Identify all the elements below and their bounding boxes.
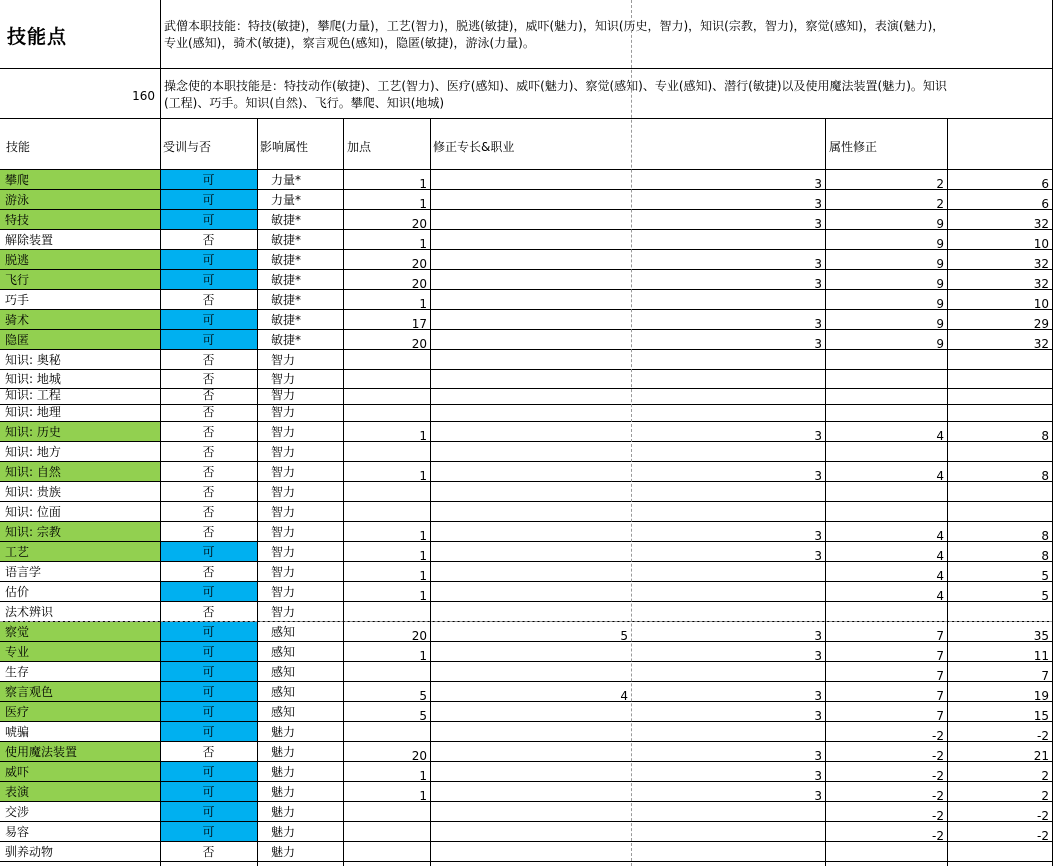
table-row [0, 522, 1056, 542]
points-cell[interactable]: 20 [411, 217, 427, 231]
skill-total[interactable]: 21 [1033, 749, 1049, 763]
attribute[interactable]: 智力 [271, 545, 296, 559]
header-points[interactable]: 加点 [347, 140, 372, 154]
skill-name[interactable]: 游泳 [0, 190, 160, 210]
class-modifier[interactable]: 3 [814, 317, 822, 331]
row-divider [0, 329, 1052, 330]
points-cell[interactable]: 1 [419, 529, 427, 543]
table-row [0, 742, 1056, 762]
class-modifier[interactable] [631, 846, 825, 866]
attribute[interactable]: 敏捷* [271, 293, 302, 307]
attribute[interactable]: 智力 [271, 605, 296, 619]
skill-name[interactable]: 威吓 [0, 762, 160, 782]
trained-flag[interactable]: 否 [202, 745, 215, 759]
trained-flag[interactable]: 可 [160, 662, 257, 682]
trained-flag[interactable]: 否 [202, 445, 215, 459]
table-row [0, 502, 1056, 522]
row-divider [0, 209, 1052, 210]
row-divider [0, 761, 1052, 762]
attribute[interactable]: 感知 [271, 645, 296, 659]
skill-total[interactable]: 7 [1041, 669, 1049, 683]
points-cell[interactable]: 1 [419, 469, 427, 483]
skill-name[interactable]: 交涉 [5, 805, 30, 819]
table-row [0, 170, 1056, 190]
kineticist-class-skills-text[interactable]: 操念使的本职技能是：特技动作(敏捷)、工艺(智力)、医疗(感知)、威吓(魅力)、察觉(感知)、专业(感知)、潜行(敏捷)以及使用魔法装置(魅力)。知识 (工程)、巧手。知识(自然)、飞行。攀爬、知识(地城) [164, 79, 947, 110]
skill-total[interactable]: 11 [1033, 649, 1049, 663]
skill-points-total[interactable]: 160 [132, 89, 155, 103]
attribute-modifier[interactable]: 9 [936, 317, 944, 331]
skill-name[interactable]: 知识: 历史 [0, 422, 160, 442]
attribute[interactable]: 敏捷* [271, 313, 302, 327]
points-cell[interactable]: 20 [411, 337, 427, 351]
header-modifier-feat-class[interactable]: 修正专长&职业 [433, 140, 515, 154]
attribute[interactable]: 魅力 [271, 765, 296, 779]
points-cell[interactable]: 1 [419, 649, 427, 663]
attribute-modifier[interactable]: 4 [936, 569, 944, 583]
attribute[interactable]: 智力 [271, 505, 296, 519]
attribute-modifier[interactable]: 9 [936, 277, 944, 291]
class-modifier[interactable]: 3 [814, 277, 822, 291]
trained-flag[interactable]: 否 [202, 353, 215, 367]
row-divider [0, 461, 1052, 462]
attribute[interactable]: 智力 [271, 388, 296, 402]
points-cell[interactable]: 20 [411, 749, 427, 763]
skill-total[interactable] [947, 846, 1052, 866]
skill-total[interactable]: -2 [1037, 729, 1049, 743]
skill-name[interactable]: 骑术 [0, 310, 160, 330]
table-row [0, 802, 1056, 822]
table-row [0, 722, 1056, 742]
trained-flag[interactable]: 可 [160, 722, 257, 742]
skill-name[interactable]: 飞行 [0, 270, 160, 290]
row-divider [0, 801, 1052, 802]
column-divider [825, 118, 826, 866]
points-cell[interactable]: 1 [419, 589, 427, 603]
trained-flag[interactable]: 可 [160, 802, 257, 822]
table-row [0, 482, 1056, 502]
points-cell[interactable]: 1 [419, 549, 427, 563]
points-cell[interactable]: 1 [419, 429, 427, 443]
skill-total[interactable]: 10 [1033, 297, 1049, 311]
trained-flag[interactable]: 可 [160, 702, 257, 722]
attribute-modifier[interactable]: 9 [936, 217, 944, 231]
table-row [0, 602, 1056, 622]
column-divider [343, 118, 344, 866]
table-row [0, 442, 1056, 462]
trained-flag[interactable]: 否 [202, 388, 215, 402]
table-row [0, 622, 1056, 642]
trained-flag[interactable]: 可 [160, 270, 257, 290]
points-cell[interactable]: 1 [419, 297, 427, 311]
skill-name[interactable]: 解除装置 [5, 233, 54, 247]
points-cell[interactable]: 1 [419, 197, 427, 211]
skill-name[interactable]: 估价 [5, 585, 30, 599]
trained-flag[interactable]: 否 [202, 425, 215, 439]
header-skill[interactable]: 技能 [6, 140, 31, 154]
column-divider [257, 118, 258, 866]
table-row [0, 662, 1056, 682]
attribute[interactable]: 感知 [271, 665, 296, 679]
trained-flag[interactable]: 可 [160, 250, 257, 270]
row-divider [0, 369, 1052, 370]
skill-total[interactable]: 8 [1041, 429, 1049, 443]
row-divider [0, 821, 1052, 822]
skill-total[interactable]: 5 [1041, 589, 1049, 603]
trained-flag[interactable]: 否 [202, 405, 215, 419]
table-row [0, 210, 1056, 230]
attribute[interactable]: 智力 [271, 353, 296, 367]
table-row [0, 190, 1056, 210]
table-row [0, 330, 1056, 350]
skill-name[interactable]: 知识: 奥秘 [5, 353, 61, 367]
class-modifier[interactable]: 3 [814, 549, 822, 563]
class-modifier[interactable]: 3 [814, 337, 822, 351]
trained-flag[interactable]: 可 [160, 582, 257, 602]
attribute[interactable]: 感知 [271, 625, 296, 639]
attribute[interactable]: 智力 [271, 525, 296, 539]
skill-name[interactable]: 知识: 贵族 [5, 485, 61, 499]
class-modifier[interactable]: 3 [814, 629, 822, 643]
attribute[interactable]: 魅力 [271, 825, 296, 839]
class-modifier[interactable]: 3 [814, 197, 822, 211]
trained-flag[interactable]: 否 [202, 293, 215, 307]
skill-name[interactable]: 工艺 [0, 542, 160, 562]
skill-name[interactable]: 专业 [0, 642, 160, 662]
skill-total[interactable]: 2 [1041, 789, 1049, 803]
table-row [0, 542, 1056, 562]
row-divider [0, 189, 1052, 190]
skill-total[interactable]: 8 [1041, 469, 1049, 483]
table-row [0, 270, 1056, 290]
skill-name[interactable]: 知识: 地方 [5, 445, 61, 459]
table-row [0, 782, 1056, 802]
attribute[interactable]: 敏捷* [271, 213, 302, 227]
attribute[interactable]: 智力 [271, 425, 296, 439]
header-trained[interactable]: 受训与否 [163, 140, 212, 154]
skill-name[interactable]: 知识: 自然 [0, 462, 160, 482]
attribute-modifier[interactable]: 4 [936, 529, 944, 543]
row-divider [0, 661, 1052, 662]
attribute-modifier[interactable]: 7 [936, 689, 944, 703]
attribute-modifier[interactable]: 9 [936, 297, 944, 311]
attribute-modifier[interactable]: 7 [936, 649, 944, 663]
row-divider [0, 561, 1052, 562]
attribute[interactable]: 智力 [271, 485, 296, 499]
monk-class-skills-text[interactable]: 武僧本职技能：特技(敏捷)，攀爬(力量)，工艺(智力)，脱逃(敏捷)，威吓(魅力)，知识(历史，智力)，知识(宗教，智力)，察觉(感知)，表演(魅力)， 专业(感知)，骑术(敏捷)，察言观色(感知)，隐匿(敏捷)，游泳(力量)。 [164, 19, 945, 50]
skill-name[interactable]: 知识: 宗教 [0, 522, 160, 542]
table-row [0, 230, 1056, 250]
feat-modifier[interactable]: 5 [620, 629, 628, 643]
trained-flag[interactable]: 可 [160, 642, 257, 662]
skill-name[interactable]: 知识: 工程 [5, 388, 61, 402]
skill-total[interactable]: 5 [1041, 569, 1049, 583]
skill-name[interactable]: 察觉 [0, 622, 160, 642]
table-row [0, 350, 1056, 370]
attribute[interactable]: 魅力 [271, 805, 296, 819]
class-modifier[interactable]: 3 [814, 709, 822, 723]
skill-name[interactable]: 察言观色 [0, 682, 160, 702]
trained-flag[interactable]: 否 [202, 372, 215, 386]
skill-total[interactable]: 32 [1033, 337, 1049, 351]
points-cell[interactable]: 20 [411, 257, 427, 271]
row-divider [0, 841, 1052, 842]
trained-flag[interactable]: 可 [160, 310, 257, 330]
table-row [0, 702, 1056, 722]
points-cell[interactable]: 20 [411, 277, 427, 291]
attribute[interactable]: 力量* [271, 173, 302, 187]
skill-total[interactable]: 2 [1041, 769, 1049, 783]
skill-name[interactable]: 生存 [5, 665, 30, 679]
skill-total[interactable]: -2 [1037, 809, 1049, 823]
skill-total[interactable]: -2 [1037, 829, 1049, 843]
attribute[interactable]: 魅力 [271, 745, 296, 759]
trained-flag[interactable]: 可 [160, 210, 257, 230]
skill-total[interactable]: 32 [1033, 257, 1049, 271]
table-row [0, 310, 1056, 330]
attribute[interactable]: 敏捷* [271, 333, 302, 347]
class-modifier[interactable]: 3 [814, 749, 822, 763]
attribute[interactable]: 智力 [271, 445, 296, 459]
skill-name[interactable]: 易容 [5, 825, 30, 839]
attribute-modifier[interactable]: -2 [932, 729, 944, 743]
trained-flag[interactable]: 可 [160, 762, 257, 782]
skill-total[interactable]: 10 [1033, 237, 1049, 251]
class-modifier[interactable]: 3 [814, 689, 822, 703]
attribute[interactable]: 智力 [271, 465, 296, 479]
class-modifier[interactable]: 3 [814, 469, 822, 483]
row-divider [0, 269, 1052, 270]
class-modifier[interactable]: 3 [814, 217, 822, 231]
skill-total[interactable]: 29 [1033, 317, 1049, 331]
trained-flag[interactable]: 可 [160, 190, 257, 210]
table-row [0, 842, 1056, 862]
skill-name[interactable]: 使用魔法装置 [0, 742, 160, 762]
row-divider [0, 501, 1052, 502]
trained-flag[interactable]: 可 [160, 330, 257, 350]
row-divider [0, 404, 1052, 405]
attribute-modifier[interactable]: 4 [936, 469, 944, 483]
attribute-modifier[interactable]: 7 [936, 669, 944, 683]
class-modifier[interactable]: 3 [814, 769, 822, 783]
attribute-modifier[interactable]: 2 [936, 177, 944, 191]
skill-name[interactable]: 知识: 地城 [5, 372, 61, 386]
row-divider [0, 349, 1052, 350]
skill-name[interactable]: 表演 [0, 782, 160, 802]
attribute[interactable]: 智力 [271, 565, 296, 579]
points-cell[interactable]: 20 [411, 629, 427, 643]
skill-name[interactable]: 医疗 [0, 702, 160, 722]
table-row [0, 562, 1056, 582]
header-divider [0, 68, 1052, 69]
skill-total[interactable]: 6 [1041, 177, 1049, 191]
trained-flag[interactable]: 可 [160, 170, 257, 190]
column-divider [1052, 0, 1053, 866]
header-divider [0, 118, 1052, 119]
trained-flag[interactable]: 否 [202, 525, 215, 539]
row-divider [0, 581, 1052, 582]
table-row [0, 250, 1056, 270]
row-divider [0, 309, 1052, 310]
row-divider [0, 641, 1052, 642]
attribute[interactable]: 魅力 [271, 785, 296, 799]
skill-total[interactable]: 32 [1033, 217, 1049, 231]
attribute-modifier[interactable]: -2 [932, 749, 944, 763]
table-row [0, 642, 1056, 662]
skill-total[interactable]: 8 [1041, 549, 1049, 563]
attribute-modifier[interactable]: 9 [936, 257, 944, 271]
skill-name[interactable]: 驯养动物 [5, 845, 54, 859]
attribute-modifier[interactable]: 4 [936, 549, 944, 563]
table-row [0, 462, 1056, 482]
attribute-modifier[interactable]: -2 [932, 789, 944, 803]
trained-flag[interactable]: 否 [202, 465, 215, 479]
row-divider [0, 521, 1052, 522]
skill-total[interactable]: 32 [1033, 277, 1049, 291]
attribute[interactable]: 魅力 [271, 845, 296, 859]
row-divider [0, 388, 1052, 389]
attribute-modifier[interactable]: 2 [936, 197, 944, 211]
skill-name[interactable]: 隐匿 [0, 330, 160, 350]
row-divider [0, 289, 1052, 290]
trained-flag[interactable]: 可 [160, 782, 257, 802]
row-divider [0, 721, 1052, 722]
skill-name[interactable]: 语言学 [5, 565, 42, 579]
points-cell[interactable]: 1 [419, 769, 427, 783]
trained-flag[interactable]: 可 [160, 622, 257, 642]
header-attribute[interactable]: 影响属性 [260, 140, 309, 154]
table-row [0, 762, 1056, 782]
skill-total[interactable]: 15 [1033, 709, 1049, 723]
trained-flag[interactable]: 可 [160, 822, 257, 842]
attribute[interactable]: 力量* [271, 193, 302, 207]
skill-name[interactable]: 知识: 地理 [5, 405, 61, 419]
table-row [0, 822, 1056, 842]
trained-flag[interactable]: 否 [202, 233, 215, 247]
points-cell[interactable] [343, 846, 430, 866]
trained-flag[interactable]: 否 [202, 605, 215, 619]
attribute-modifier[interactable]: -2 [932, 769, 944, 783]
class-modifier[interactable]: 3 [814, 177, 822, 191]
points-cell[interactable]: 1 [419, 237, 427, 251]
attribute-modifier[interactable]: 9 [936, 337, 944, 351]
attribute-modifier[interactable]: 4 [936, 429, 944, 443]
column-divider [430, 118, 431, 866]
row-divider [0, 781, 1052, 782]
points-cell[interactable]: 1 [419, 177, 427, 191]
points-cell[interactable]: 1 [419, 789, 427, 803]
class-modifier[interactable]: 3 [814, 649, 822, 663]
page-break-line [631, 0, 632, 866]
attribute[interactable]: 感知 [271, 705, 296, 719]
skill-name[interactable]: 巧手 [5, 293, 30, 307]
attribute[interactable]: 智力 [271, 585, 296, 599]
skill-name[interactable]: 攀爬 [0, 170, 160, 190]
attribute-modifier[interactable]: -2 [932, 829, 944, 843]
trained-flag[interactable]: 可 [160, 682, 257, 702]
column-divider [947, 118, 948, 866]
row-divider [0, 481, 1052, 482]
skill-total[interactable]: 35 [1033, 629, 1049, 643]
attribute-modifier[interactable]: -2 [932, 809, 944, 823]
table-row [0, 582, 1056, 602]
points-cell[interactable]: 5 [419, 709, 427, 723]
attribute-modifier[interactable]: 7 [936, 629, 944, 643]
table-row [0, 402, 1056, 422]
trained-flag[interactable]: 否 [202, 485, 215, 499]
class-modifier[interactable]: 3 [814, 789, 822, 803]
row-divider [0, 249, 1052, 250]
skill-name[interactable]: 唬骗 [5, 725, 30, 739]
attribute[interactable]: 敏捷* [271, 273, 302, 287]
skill-total[interactable]: 6 [1041, 197, 1049, 211]
row-divider [0, 441, 1052, 442]
points-cell[interactable]: 1 [419, 569, 427, 583]
page-break-line [0, 621, 1052, 622]
row-divider [0, 421, 1052, 422]
row-divider [0, 229, 1052, 230]
attribute[interactable]: 敏捷* [271, 233, 302, 247]
attribute-modifier[interactable]: 4 [936, 589, 944, 603]
trained-flag[interactable]: 否 [202, 845, 215, 859]
header-divider [0, 169, 1052, 170]
table-row [0, 682, 1056, 702]
column-divider [160, 0, 161, 866]
trained-flag[interactable]: 可 [160, 542, 257, 562]
row-divider [0, 701, 1052, 702]
row-divider [0, 741, 1052, 742]
skill-total[interactable]: 19 [1033, 689, 1049, 703]
skill-name[interactable]: 知识: 位面 [5, 505, 61, 519]
trained-flag[interactable]: 否 [202, 565, 215, 579]
skill-name[interactable]: 法术辨识 [5, 605, 54, 619]
feat-modifier[interactable] [430, 846, 631, 866]
attribute[interactable]: 智力 [271, 372, 296, 386]
row-divider [0, 861, 1052, 862]
skill-name[interactable]: 特技 [0, 210, 160, 230]
attribute[interactable]: 敏捷* [271, 253, 302, 267]
points-cell[interactable]: 17 [411, 317, 427, 331]
class-modifier[interactable]: 3 [814, 257, 822, 271]
skill-total[interactable]: 8 [1041, 529, 1049, 543]
class-modifier[interactable]: 3 [814, 429, 822, 443]
table-row [0, 290, 1056, 310]
skill-name[interactable]: 脱逃 [0, 250, 160, 270]
attribute-modifier[interactable]: 7 [936, 709, 944, 723]
header-attribute-modifier[interactable]: 属性修正 [829, 140, 878, 154]
row-divider [0, 541, 1052, 542]
attribute[interactable]: 魅力 [271, 725, 296, 739]
attribute-modifier[interactable]: 9 [936, 237, 944, 251]
points-cell[interactable]: 5 [419, 689, 427, 703]
attribute[interactable]: 智力 [271, 405, 296, 419]
feat-modifier[interactable]: 4 [620, 689, 628, 703]
trained-flag[interactable]: 否 [202, 505, 215, 519]
attribute-modifier[interactable] [825, 846, 947, 866]
table-row [0, 422, 1056, 442]
attribute[interactable]: 感知 [271, 685, 296, 699]
row-divider [0, 681, 1052, 682]
sheet-title[interactable]: 技能点 [7, 26, 68, 48]
row-divider [0, 601, 1052, 602]
class-modifier[interactable]: 3 [814, 529, 822, 543]
